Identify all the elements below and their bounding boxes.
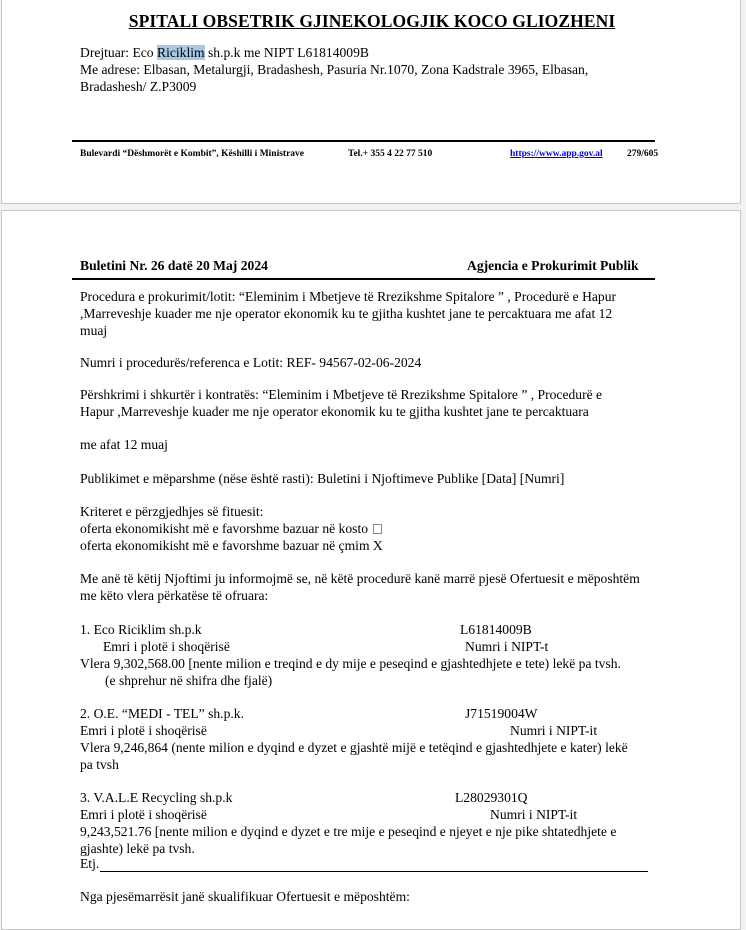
- address-line-2: Bradashesh/ Z.P3009: [80, 79, 197, 94]
- address-line-1: Me adrese: Elbasan, Metalurgji, Bradashesh, Pasuria Nr.1070, Zona Kadstrale 3965, Elbasan,: [80, 62, 589, 77]
- bidder-1-value-note: (e shprehur në shifra dhe fjalë): [105, 673, 273, 688]
- blank-fill-line: [100, 858, 648, 872]
- etj-label: Etj.: [80, 856, 100, 871]
- bidder-1-nipt: L61814009B: [460, 622, 532, 637]
- bidder-1-value: Vlera 9,302,568.00 [nente milion e treqind e dy mije e peseqind e gjashtedhjete e tete) lekë pa tvsh.: [80, 656, 621, 671]
- bidder-2-nipt-label: Numri i NIPT-it: [510, 723, 598, 738]
- header-divider: [72, 278, 655, 280]
- bidder-2-name: 2. O.E. “MEDI - TEL” sh.p.k.: [80, 706, 244, 721]
- description-line-3: me afat 12 muaj: [80, 437, 168, 452]
- criteria-price: oferta ekonomikisht më e favorshme bazuar në çmim X: [80, 538, 383, 553]
- intro-line-2: me këto vlera përkatëse të ofruara:: [80, 588, 269, 603]
- previous-publications: Publikimet e mëparshme (nëse është rasti): Buletini i Njoftimeve Publike [Data] [Numri]: [80, 471, 565, 486]
- footer-address: Bulevardi “Dëshmorët e Kombit”, Këshilli i Ministrave: [80, 149, 305, 159]
- bidder-3-name-label: Emri i plotë i shoqërisë: [80, 807, 207, 822]
- intro-line-1: Me anë të këtij Njoftimi ju informojmë se, në këtë procedurë kanë marrë pjesë Ofertuesit e mëposhtëm: [80, 571, 640, 586]
- bidder-3-value: 9,243,521.76 [nente milion e dyqind e dyzet e tre mije e peseqind e njeyet e nje pike shtatedhjete e: [80, 824, 617, 839]
- procedure-line-3: muaj: [80, 323, 108, 338]
- document-page-2: [1, 210, 741, 930]
- footer-website-link[interactable]: https://www.app.gov.al: [510, 149, 603, 159]
- description-line-2: Hapur ,Marreveshje kuader me nje operator ekonomik ku te gjitha kushtet jane te percaktuara: [80, 404, 589, 419]
- empty-checkbox-icon: [373, 524, 382, 534]
- bidder-1-nipt-label: Numri i NIPT-t: [465, 639, 549, 654]
- addressee-suffix: sh.p.k me NIPT L61814009B: [204, 45, 369, 60]
- bidder-2-nipt: J71519004W: [465, 706, 538, 721]
- criteria-cost: [80, 520, 382, 537]
- selected-text-highlight[interactable]: Riciklim: [157, 45, 205, 60]
- addressee-line: [80, 44, 369, 61]
- description-line-1: Përshkrimi i shkurtër i kontratës: “Eleminim i Mbetjeve të Rrezikshme Spitalore ” , Procedurë e: [80, 387, 603, 402]
- etj-line: [80, 855, 648, 872]
- bidder-3-nipt-label: Numri i NIPT-it: [490, 807, 578, 822]
- document-page-1: [1, 0, 741, 204]
- agency-header: Agjencia e Prokurimit Publik: [467, 258, 639, 273]
- bidder-2-value-cont: pa tvsh: [80, 757, 119, 772]
- procedure-line-2: ,Marreveshje kuader me nje operator ekonomik ku te gjitha kushtet jane te percaktuara me afat 12: [80, 306, 613, 321]
- bidder-1-name: 1. Eco Riciklim sh.p.k: [80, 622, 202, 637]
- criteria-heading: Kriteret e përzgjedhjes së fituesit:: [80, 504, 264, 519]
- footer-phone: Tel.+ 355 4 22 77 510: [348, 149, 433, 159]
- disqualified-heading: Nga pjesëmarrësit janë skualifikuar Ofertuesit e mëposhtëm:: [80, 889, 410, 904]
- footer-page-number: 279/605: [627, 149, 659, 159]
- bidder-2-value: Vlera 9,246,864 (nente milion e dyqind e dyzet e gjashtë mijë e tetëqind e gjashtedhjete e kater) lekë: [80, 740, 628, 755]
- footer-divider: [72, 140, 655, 142]
- addressee-prefix: Drejtuar: Eco: [80, 45, 157, 60]
- bidder-3-nipt: L28029301Q: [455, 790, 528, 805]
- procedure-line-1: Procedura e prokurimit/lotit: “Eleminim i Mbetjeve të Rrezikshme Spitalore ” , Procedurë e Hapur: [80, 289, 617, 304]
- criteria-cost-label: oferta ekonomikisht më e favorshme bazuar në kosto: [80, 521, 369, 536]
- procedure-reference: Numri i procedurës/referenca e Lotit: REF- 94567-02-06-2024: [80, 355, 422, 370]
- bidder-2-name-label: Emri i plotë i shoqërisë: [80, 723, 207, 738]
- bulletin-header: Buletini Nr. 26 datë 20 Maj 2024: [80, 258, 268, 273]
- bidder-1-name-label: Emri i plotë i shoqërisë: [103, 639, 230, 654]
- hospital-title: SPITALI OBSETRIK GJINEKOLOGJIK KOCO GLIOZHENI: [128, 11, 616, 31]
- bidder-3-name: 3. V.A.L.E Recycling sh.p.k: [80, 790, 233, 805]
- bidder-3-value-cont: gjashte) lekë pa tvsh.: [80, 841, 195, 856]
